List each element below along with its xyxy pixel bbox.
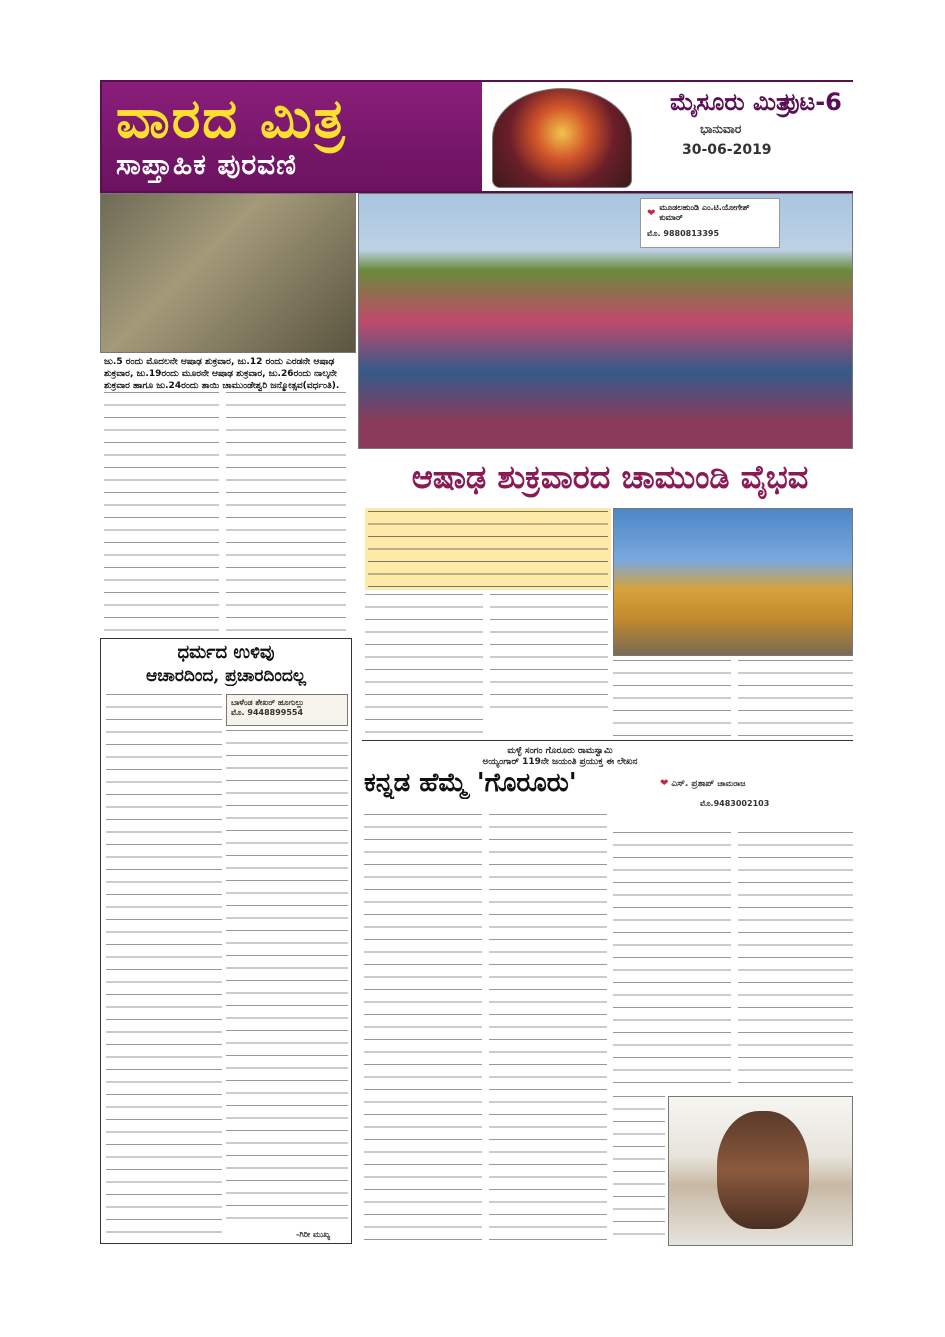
lead-highlight-text: [368, 511, 608, 587]
article3-top-rule: [362, 740, 853, 741]
lead-article-column-6: [738, 660, 853, 736]
article3-headline: ಕನ್ನಡ ಹೆಮ್ಮೆ 'ಗೊರೂರು': [364, 768, 577, 798]
article3-place: ಚಾಮರಾಜ: [717, 778, 746, 788]
lead-author-box: [640, 198, 780, 248]
article3-column-2: [489, 814, 607, 1244]
lead-article-column-1: [104, 392, 219, 634]
article2-footer: -ಗಿರೀ ಮುಖ್ಯ: [296, 1230, 331, 1239]
article2-column-2: [226, 730, 348, 1226]
lead-highlight-box: [365, 508, 611, 590]
masthead-right-panel: [482, 82, 853, 191]
article3-kicker-2: ಅಯ್ಯಂಗಾರ್ 119ನೇ ಜಯಂತಿ ಪ್ರಯುಕ್ತ ಈ ಲೇಖನ: [482, 757, 638, 767]
issue-date: 30-06-2019: [682, 142, 772, 158]
lead-author-name: ಮೂಡಲಹುಂಡಿ ಎಂ.ಟಿ.ಯೋಗೇಶ್ ಕುಮಾರ್: [659, 203, 750, 222]
paper-name: ಮೈಸೂರು ಮಿತ್ರ: [670, 88, 790, 116]
article2-mobile: ಮೊ. 9448899554: [231, 708, 304, 717]
article3-column-1: [364, 814, 482, 1244]
article2-headline-2: ಆಚಾರದಿಂದ, ಪ್ರಚಾರದಿಂದಲ್ಲ: [146, 666, 306, 686]
main-headline: ಆಷಾಢ ಶುಕ್ರವಾರದ ಚಾಮುಂಡಿ ವೈಭವ: [411, 458, 809, 496]
temple-tower-photo: [613, 508, 853, 656]
lead-article-column-2: [226, 392, 346, 632]
heart-icon: ❤: [647, 207, 656, 219]
article2-column-1: [106, 694, 222, 1240]
lead-article-column-3: [365, 594, 483, 734]
article3-author: ಎಸ್. ಪ್ರತಾಪ್: [671, 778, 715, 789]
lead-article-column-4: [490, 594, 608, 714]
temple-interior-photo: [100, 193, 356, 353]
article3-column-5: [613, 1096, 665, 1244]
supplement-subtitle: ಸಾಪ್ತಾಹಿಕ ಪುರವಣಿ: [116, 148, 297, 181]
heart-icon: ❤: [660, 778, 669, 789]
article3-column-3: [613, 832, 731, 1092]
masthead: [100, 80, 853, 193]
article3-mobile: ಮೊ.9483002103: [700, 799, 770, 808]
article3-kicker-1: ಮಳ್ಳೆ ಸಂಗಂ ಗೊರೂರು ರಾಮಸ್ವಾಮಿ: [507, 746, 613, 756]
article3-column-4: [738, 832, 853, 1092]
lead-article-column-5: [613, 660, 731, 736]
lead-author-mobile: ಮೊ. 9880813395: [647, 229, 720, 238]
lead-caption: ಜು.5 ರಂದು ಮೊದಲನೇ ಆಷಾಢ ಶುಕ್ರವಾರ, ಜು.12 ರಂದು ಎರಡನೇ ಆಷಾಢ ಶುಕ್ರವಾರ, ಜು.19ರಂದು ಮೂರನೇ ಆಷಾಢ ಶುಕ್ರವಾರ, ಜು.26ರಂದು ನಾಲ್ಕನೇ ಶುಕ್ರವಾರ ಹಾಗೂ ಜು.24ರಂದು ತಾಯಿ ಚಾಮುಂಡೇಶ್ವರಿ ಜನ್ಮೋತ್ಸವ(ವರ್ಧಂತಿ).: [104, 357, 340, 391]
article2-author-box: [226, 694, 348, 726]
page-number: ಪುಟ-6: [780, 88, 842, 116]
article2-author: ಬಾಳೆಂಡ ಶೇಖರ್ ಹೂಗುಲ್ಲು: [231, 698, 305, 707]
supplement-title: ವಾರದ ಮಿತ್ರ: [116, 86, 347, 150]
portrait-face: [717, 1111, 809, 1229]
article2-headline-1: ಧರ್ಮದ ಉಳಿವು: [177, 642, 275, 663]
masthead-left-panel: [102, 82, 482, 191]
portrait-photo: [668, 1096, 853, 1246]
article3-kicker: [440, 746, 680, 768]
idol-photo: [492, 88, 632, 188]
article3-author-box: [656, 776, 796, 828]
issue-day: ಭಾನುವಾರ: [700, 122, 742, 136]
